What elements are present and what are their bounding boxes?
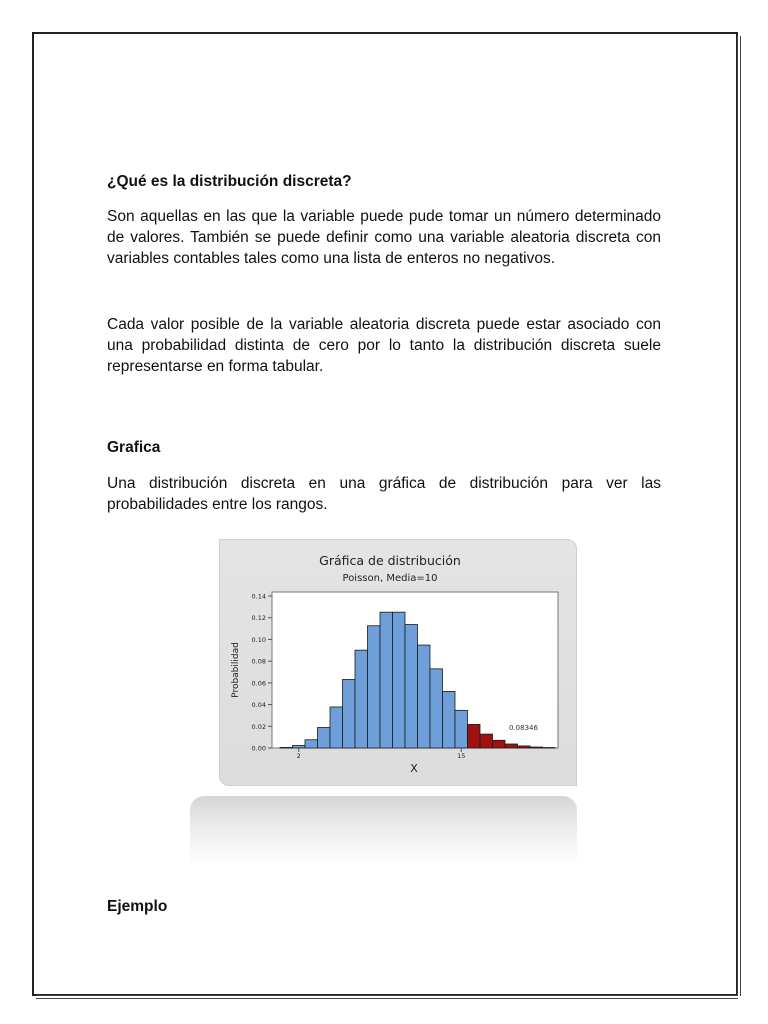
bar [330,707,343,748]
chart-svg [220,540,576,785]
bar [318,727,331,748]
section-heading-grafica: Grafica [107,439,161,456]
section-heading-discrete: ¿Qué es la distribución discreta? [107,173,352,190]
chart-subtitle: Poisson, Media=10 [342,573,438,584]
bar-shaded [530,747,543,748]
y-tick-label: 0.08 [251,657,266,666]
bar-shaded [480,734,493,748]
bar [343,679,356,748]
paragraph-probability: Cada valor posible de la variable aleatoria discreta puede estar asociado con una probabilidad distinta de cero por lo tanto la distribución discreta suele representarse en forma tabular. [107,316,661,375]
bar [418,645,431,748]
annotation-label: 0.08346 [509,724,538,733]
bar-shaded [505,744,518,748]
y-tick-label: 0.04 [251,701,266,710]
bar [293,746,306,748]
bar [280,747,293,748]
bar [455,710,468,748]
y-tick-label: 0.12 [251,614,266,623]
bar [368,626,381,748]
distribution-chart [219,539,577,786]
bar-shaded [518,746,531,748]
bar-shaded [493,740,506,748]
bar [405,625,418,748]
x-tick-label: 15 [457,752,466,760]
paragraph-definition: Son aquellas en las que la variable puede pude tomar un número determinado de valores. También se puede definir como una variable aleatoria discreta con variables contables tales como una lista de enteros no negativos. [107,208,661,267]
x-axis [297,748,466,760]
bar-shaded [543,748,556,749]
y-tick-label: 0.02 [251,722,266,731]
y-tick-label: 0.14 [251,592,266,601]
bar [430,669,443,748]
y-axis [252,593,272,753]
section-heading-ejemplo: Ejemplo [107,898,168,915]
y-tick-label: 0.00 [251,744,266,753]
y-tick-label: 0.10 [251,635,266,644]
bar [380,612,393,748]
chart-title: Gráfica de distribución [319,553,461,568]
bar [393,612,406,748]
y-axis-label: Probabilidad [231,642,241,698]
bar [355,650,368,748]
bar [305,740,318,748]
x-axis-label: X [410,762,418,775]
chart-reflection [190,796,577,866]
y-tick-label: 0.06 [251,679,266,688]
paragraph-grafica: Una distribución discreta en una gráfica de distribución para ver las probabilidades entre los rangos. [107,475,661,513]
bar [443,691,456,748]
bar-shaded [468,724,481,748]
x-tick-label: 2 [296,752,301,760]
